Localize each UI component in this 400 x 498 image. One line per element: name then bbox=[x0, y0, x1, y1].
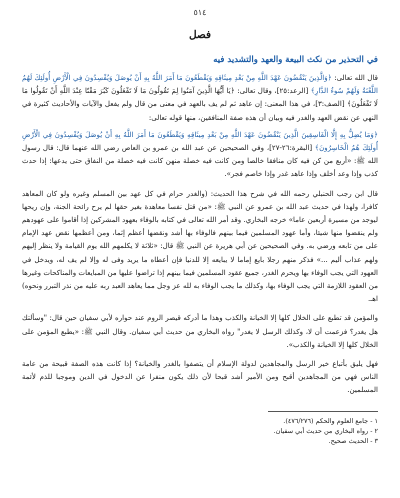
paragraph-3 bbox=[22, 187, 378, 306]
paragraph-lead: قال الله تعالى: bbox=[331, 73, 378, 82]
paragraph-text: [البقرة:٢٦-٢٧]، وفي الصحيحين عن عبد الله بن عمرو بن العاص رضي الله عنهما قال: قال رسول الله ﷺ: «أربع من كن فيه كان منافقا خالصا ومن كانت فيه خصلة منهن كانت فيه خصلة من النفاق حتى يدعها: إذا حدث كذب وإذا وعد أخلف وإذا عاهد غدر وإذا خاصم فجر». bbox=[22, 143, 378, 179]
paragraph-text: فهل يليق بأتباع خير الرسل والمجاهدين لدولة الإسلام أن يتصفوا بالغدر والخيانة؟ إذا كانت هذه الصفة قبيحة من عامة الناس فهي من المجاهدين أقبح ومن الأمير أشد قبحا لأن ذلك يكون منفرا عن الدخول في الدين وموجبا للذم لأئمة المسلمين. bbox=[22, 359, 378, 395]
footnotes bbox=[22, 416, 378, 446]
footnote-item: ٢ - رواه البخاري من حديث أبي سفيان. bbox=[273, 426, 378, 435]
footnote-item: ١ - جامع العلوم والحكم (٤٧٦/٢٧٦). bbox=[283, 416, 378, 425]
quran-verse: ﴿وَمَا يُضِلُّ بِهِ إِلَّا الْفَاسِقِينَ الَّذِينَ يَنْقُضُونَ عَهْدَ اللَّهِ مِنْ بَعْدِ مِيثَاقِهِ وَيَقْطَعُونَ مَا أَمَرَ اللَّهُ بِهِ أَنْ يُوصَلَ وَيُفْسِدُونَ فِي الْأَرْضِ أُولَئِكَ هُمُ الْخَاسِرُونَ﴾ bbox=[22, 129, 379, 153]
paragraph-text: [الرعد:٢٥]، وقال تعالى: ﴿يَا أَيُّهَا الَّذِينَ آمَنُوا لِمَ تَقُولُونَ مَا لَا تَفْعَلُونَ كَبُرَ مَقْتًا عِنْدَ اللَّهِ أَنْ تَقُولُوا مَا لَا تَفْعَلُونَ﴾ [الصف:٣]، في هذا المعنى: إن عاهد ثم لم يف بالعهد في معنى من قال ولم يفعل والآيات والأحاديث كثيرة في النهي عن نقض العهد والغدر فيه وبيان أن هذه صفة المنافقين، منها قوله تعالى: bbox=[22, 86, 378, 122]
paragraph-5 bbox=[22, 357, 378, 397]
paragraph-text: والمؤمن قد تطبع على الخلال كلها إلا الخيانة والكذب وهذا ما أدركه قيصر الروم عند حواره لأبي سفيان حين قال: "وسألتك هل يغدر؟ فزعمت أن لا، وكذلك الرسل لا يغدر" رواه البخاري من حديث أبي سفيان. وقال النبي ﷺ: «يطبع المؤمن على الخلال كلها إلا الخيانة والكذب». bbox=[22, 313, 378, 349]
paragraph-text: قال ابن رجب الحنبلي رحمه الله في شرح هذا الحديث: (والغدر حرام في كل عهد بين المسلم وغيره ولو كان المعاهد كافرا، ولهذا في حديث عبد الله بن عمرو عن النبي ﷺ: «من قتل نفسا معاهدة بغير حقها لم يرح رائحة الجنة، وإن ريحها ليوجد من مسيرة أربعين عاما» خرجه البخاري. وقد أمر الله تعالى في كتابه بالوفاء بعهود المشركين إذا أقاموا على عهودهم ولم ينقضوا منها شيئا، وأما عهود المسلمين فيما بينهم فالوفاء بها أشد ونقضها أعظم إثما، ومن أعظمها نقض عهد الإمام على من تابعه ورضي به. وفي الصحيحين عن أبي هريرة عن النبي ﷺ قال: «ثلاثة لا يكلمهم الله يوم القيامة ولا ينظر إليهم ولهم عذاب أليم ...» فذكر منهم رجلا بايع إماما لا يبايعه إلا للدنيا فإن أعطاه ما يريد وفى له وإلا لم يف له، ويدخل في العهود التي يجب الوفاء بها ويحرم الغدر، جميع عقود المسلمين فيما بينهم إذا تراضوا عليها من المبايعات والمناكحات وغيرها من العقود اللازمة التي يجب الوفاء بها، وكذلك ما يجب الوفاء به لله عز وجل مما يعاهد العبد ربه عليه من نذر التبرر ونحوه) اهـ. bbox=[22, 188, 378, 304]
footnote-item: ٣ - الحديث صحيح. bbox=[328, 436, 378, 445]
footnote-divider bbox=[268, 411, 378, 412]
paragraph-4 bbox=[22, 311, 378, 351]
section-title: فصل bbox=[188, 29, 212, 41]
quran-verse: ﴿وَالَّذِينَ يَنْقُضُونَ عَهْدَ اللَّهِ مِنْ بَعْدِ مِيثَاقِهِ وَيَقْطَعُونَ مَا أَمَرَ اللَّهُ بِهِ أَنْ يُوصَلَ وَيُفْسِدُونَ فِي الْأَرْضِ أُولَئِكَ لَهُمُ اللَّعْنَةُ وَلَهُمْ سُوءُ الدَّارِ﴾ bbox=[22, 73, 378, 96]
page-number: ٥١٤ bbox=[193, 8, 207, 17]
section-subheading: في التحذير من نكث البيعة والعهد والتشديد فيه bbox=[213, 55, 378, 65]
paragraph-2 bbox=[22, 128, 378, 181]
paragraph-1 bbox=[22, 71, 378, 124]
